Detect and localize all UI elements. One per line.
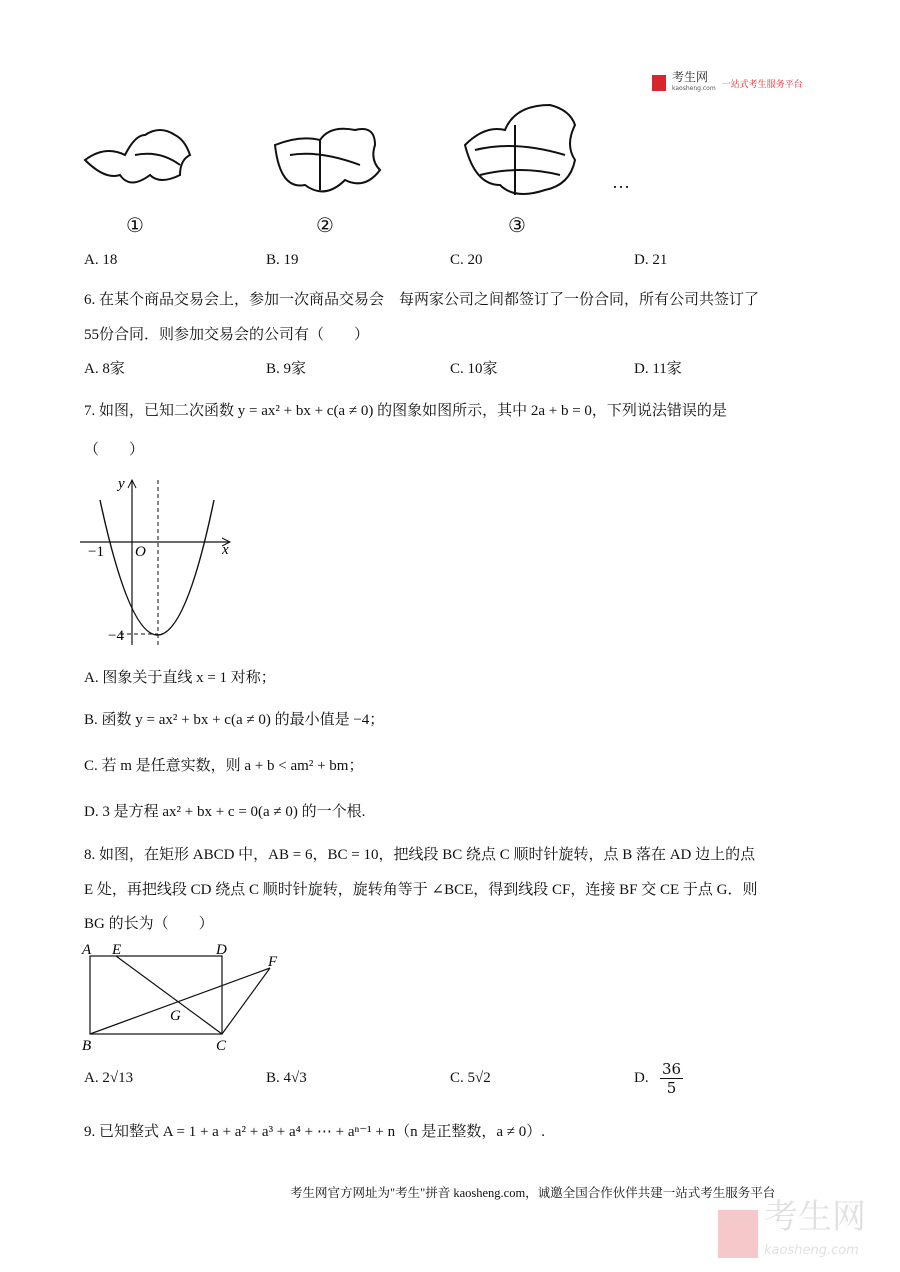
q5-option-c: C. 20 xyxy=(450,252,483,268)
q5-option-d: D. 21 xyxy=(634,252,668,268)
point-c: C xyxy=(216,1038,227,1054)
fraction-denominator: 5 xyxy=(666,1079,677,1097)
q7-option-c: C. 若 m 是任意实数，则 a + b < am² + bm； xyxy=(84,758,364,774)
q6-stem-line1: 6. 在某个商品交易会上，参加一次商品交易会 每两家公司之间都签订了一份合同，所有公司共签订了 xyxy=(84,292,760,308)
footer-text: 考生网官方网址为"考生"拼音 kaosheng.com，诚邀全国合作伙伴共建一站式考生服务平台 xyxy=(290,1186,776,1200)
fraction-numerator: 36 xyxy=(662,1060,682,1078)
origin-label: O xyxy=(135,544,146,560)
q6-option-a: A. 8家 xyxy=(84,361,125,377)
point-e: E xyxy=(112,942,122,958)
q8-option-d-label: D. xyxy=(634,1070,649,1086)
watermark-brand: 考生网 xyxy=(764,1197,866,1237)
figure-label-1: ① xyxy=(126,213,144,237)
point-f: F xyxy=(268,954,278,970)
q6-option-b: B. 9家 xyxy=(266,361,307,377)
q7-option-a: A. 图象关于直线 x = 1 对称； xyxy=(84,670,276,686)
q8-option-a: A. 2√13 xyxy=(84,1070,134,1086)
logo-icon xyxy=(652,75,666,91)
watermark-logo-icon xyxy=(718,1210,758,1258)
fish-figure-1 xyxy=(85,130,190,183)
q8-stem-line2: E 处，再把线段 CD 绕点 C 顺时针旋转，旋转角等于 ∠BCE，得到线段 CF，连接 BF 交 CE 于点 G．则 xyxy=(84,882,758,898)
figure-label-3: ③ xyxy=(508,213,526,237)
q6-stem-line2: 55份合同．则参加交易会的公司有（ ） xyxy=(84,327,370,343)
brand-url: kaosheng.com xyxy=(672,85,716,92)
figure-label-2: ② xyxy=(316,213,334,237)
brand-name: 考生网 xyxy=(672,70,709,84)
point-d: D xyxy=(216,942,227,958)
watermark xyxy=(718,1197,866,1268)
watermark-url: kaosheng.com xyxy=(764,1243,859,1258)
q7-stem-line1: 7. 如图，已知二次函数 y = ax² + bx + c(a ≠ 0) 的图象如图所示，其中 2a + b = 0，下列说法错误的是 xyxy=(84,403,727,419)
q5-pattern-figures xyxy=(80,100,640,210)
q8-option-b: B. 4√3 xyxy=(266,1070,307,1086)
q7-stem-line2: （ ） xyxy=(84,442,145,458)
y-axis-label: y xyxy=(118,476,125,492)
q9-stem-line1: 9. 已知整式 A = 1 + a + a² + a³ + a⁴ + ⋯ + aⁿ⁻¹ + n（n 是正整数，a ≠ 0）. xyxy=(84,1124,545,1140)
q7-option-b: B. 函数 y = ax² + bx + c(a ≠ 0) 的最小值是 −4； xyxy=(84,712,385,728)
q5-option-a: A. 18 xyxy=(84,252,118,268)
ellipsis: … xyxy=(612,172,630,192)
q6-option-d: D. 11家 xyxy=(634,361,682,377)
q8-option-c: C. 5√2 xyxy=(450,1070,491,1086)
q8-stem-line1: 8. 如图，在矩形 ABCD 中，AB = 6，BC = 10，把线段 BC 绕点 C 顺时针旋转，点 B 落在 AD 边上的点 xyxy=(84,847,756,863)
q8-rectangle-figure xyxy=(80,938,300,1058)
q5-option-b: B. 19 xyxy=(266,252,299,268)
q7-option-d: D. 3 是方程 ax² + bx + c = 0(a ≠ 0) 的一个根. xyxy=(84,804,366,820)
tick-neg1: −1 xyxy=(88,544,104,560)
q6-option-c: C. 10家 xyxy=(450,361,498,377)
tick-neg4: −4 xyxy=(108,628,124,644)
point-g: G xyxy=(170,1008,181,1024)
x-axis-label: x xyxy=(222,542,229,558)
fish-figure-2 xyxy=(275,129,380,192)
q8-option-d-fraction xyxy=(660,1060,683,1097)
q8-stem-line3: BG 的长为（ ） xyxy=(84,916,214,932)
q7-parabola-graph xyxy=(80,470,250,650)
slogan: 一站式考生服务平台 xyxy=(721,79,803,90)
point-b: B xyxy=(82,1038,92,1054)
fish-figure-3 xyxy=(465,105,575,195)
point-a: A xyxy=(82,942,92,958)
header-logo xyxy=(652,72,803,94)
